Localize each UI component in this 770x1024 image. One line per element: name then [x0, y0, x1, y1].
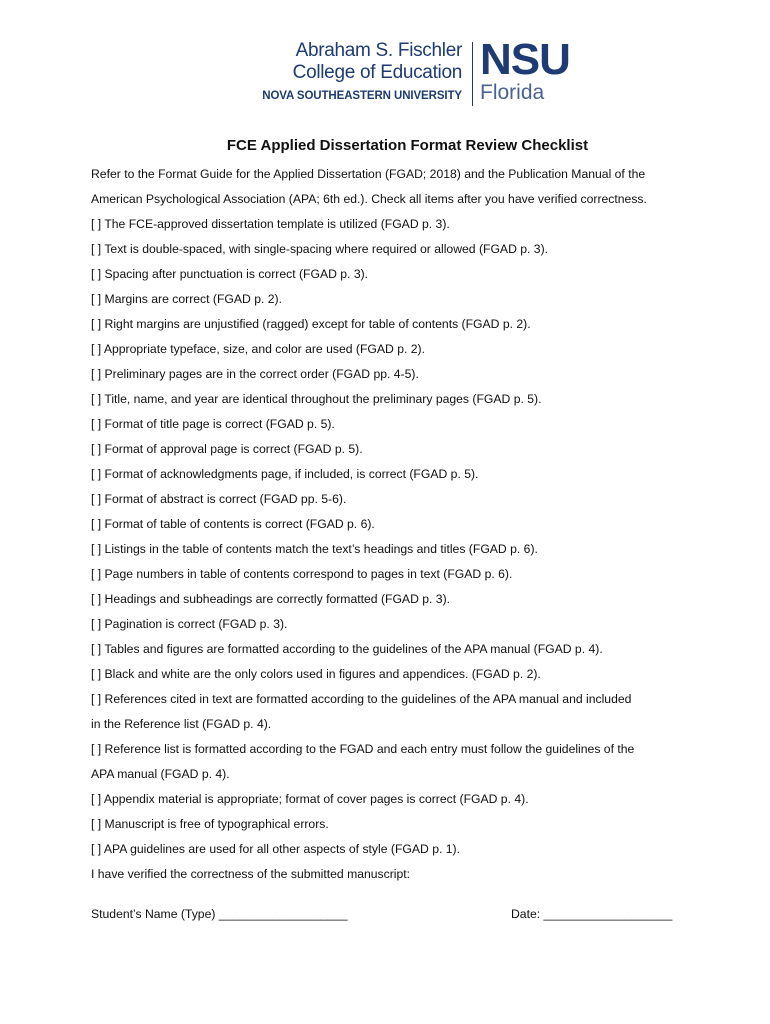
checklist-item: [ ] Format of table of contents is correct (FGAD p. 6). — [91, 517, 375, 531]
checklist-item: [ ] Headings and subheadings are correctly formatted (FGAD p. 3). — [91, 592, 451, 606]
nsu-logo — [230, 35, 600, 112]
checklist-item: [ ] Tables and figures are formatted according to the guidelines of the APA manual (FGAD p. 4). — [91, 642, 603, 656]
logo-mark — [480, 35, 600, 104]
checklist-item: [ ] Format of acknowledgments page, if included, is correct (FGAD p. 5). — [91, 467, 479, 481]
checklist-item: [ ] Listings in the table of contents match the text’s headings and titles (FGAD p. 6). — [91, 542, 538, 556]
checklist-item: [ ] Format of approval page is correct (FGAD p. 5). — [91, 442, 363, 456]
checklist-item: [ ] Title, name, and year are identical throughout the preliminary pages (FGAD p. 5). — [91, 392, 542, 406]
checklist-item: [ ] Margins are correct (FGAD p. 2). — [91, 292, 282, 306]
checklist-item: [ ] Page numbers in table of contents correspond to pages in text (FGAD p. 6). — [91, 567, 513, 581]
checklist-item: [ ] Manuscript is free of typographical errors. — [91, 817, 329, 831]
logo-line-2: College of Education — [292, 62, 462, 83]
checklist-item: [ ] Appendix material is appropriate; format of cover pages is correct (FGAD p. 4). — [91, 792, 529, 806]
verification-statement: I have verified the correctness of the submitted manuscript: — [91, 867, 411, 881]
intro-line: American Psychological Association (APA; 6th ed.). Check all items after you have verified correctness. — [91, 192, 647, 206]
logo-college-text — [230, 40, 462, 103]
checklist-item: [ ] Text is double-spaced, with single-spacing where required or allowed (FGAD p. 3). — [91, 242, 549, 256]
logo-nsu-text: NSU — [480, 35, 570, 84]
checklist-item: [ ] Right margins are unjustified (ragged) except for table of contents (FGAD p. 2). — [91, 317, 531, 331]
checklist-item: [ ] APA guidelines are used for all other aspects of style (FGAD p. 1). — [91, 842, 460, 856]
intro-line: Refer to the Format Guide for the Applied Dissertation (FGAD; 2018) and the Publication Manual of the — [91, 167, 646, 181]
logo-divider — [472, 42, 473, 106]
logo-line-3: NOVA SOUTHEASTERN UNIVERSITY — [262, 90, 462, 102]
checklist-item-continuation: APA manual (FGAD p. 4). — [91, 767, 230, 781]
checklist-item: [ ] Format of title page is correct (FGAD p. 5). — [91, 417, 335, 431]
checklist-item: [ ] References cited in text are formatted according to the guidelines of the APA manual and included — [91, 692, 632, 706]
logo-florida-text: Florida — [480, 81, 545, 104]
checklist-item: [ ] The FCE-approved dissertation template is utilized (FGAD p. 3). — [91, 217, 450, 231]
page-title: FCE Applied Dissertation Format Review Checklist — [226, 137, 589, 154]
checklist-body — [91, 162, 691, 887]
checklist-item: [ ] Format of abstract is correct (FGAD pp. 5-6). — [91, 492, 347, 506]
checklist-item: [ ] Preliminary pages are in the correct order (FGAD pp. 4-5). — [91, 367, 419, 381]
logo-line-1: Abraham S. Fischler — [295, 40, 462, 61]
checklist-item: [ ] Appropriate typeface, size, and color are used (FGAD p. 2). — [91, 342, 425, 356]
date-field[interactable]: Date: ___________________ — [511, 907, 673, 921]
checklist-item: [ ] Spacing after punctuation is correct (FGAD p. 3). — [91, 267, 369, 281]
checklist-item: [ ] Reference list is formatted according to the FGAD and each entry must follow the guidelines of the — [91, 742, 635, 756]
student-name-field[interactable]: Student’s Name (Type) ___________________ — [91, 907, 348, 921]
checklist-item: [ ] Black and white are the only colors used in figures and appendices. (FGAD p. 2). — [91, 667, 541, 681]
checklist-item: [ ] Pagination is correct (FGAD p. 3). — [91, 617, 288, 631]
checklist-item-continuation: in the Reference list (FGAD p. 4). — [91, 717, 272, 731]
